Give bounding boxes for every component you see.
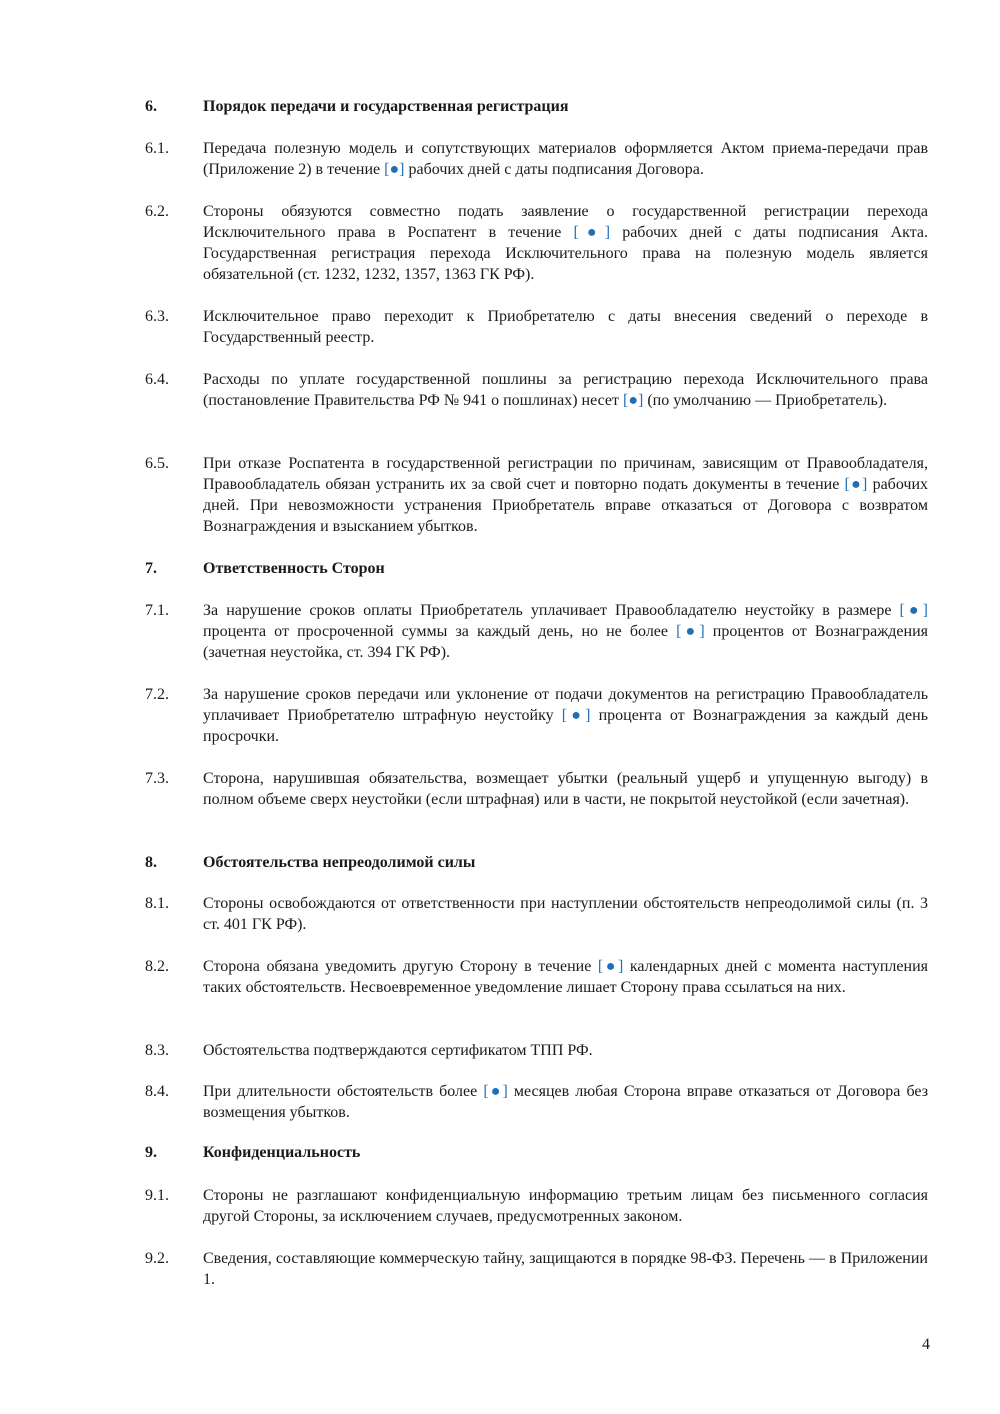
clause [145, 893, 930, 935]
clause [145, 138, 930, 180]
clause-number: 6.4. [145, 371, 169, 388]
placeholder-marker: [●] [899, 602, 928, 619]
placeholder-marker: [●] [844, 476, 868, 493]
clause-text: Передача полезную модель и сопутствующих материалов оформляется Актом приема-передачи прав (Приложение 2) в течение [●] рабочих дней с даты подписания Договора. [203, 140, 928, 178]
clause [145, 306, 930, 348]
clause-text: Стороны обязуются совместно подать заявление о государственной регистрации перехода Исключительного права в Роспатент в течение [●] рабочих дней с даты подписания Акта. Государственная регистрация перехода Исключительного права на полезную модель является обязательной (ст. 1232, 1232, 1357, 1363 ГК РФ). [203, 203, 928, 283]
clause-text: При отказе Роспатента в государственной регистрации по причинам, зависящим от Правообладателя, Правообладатель обязан устранить их за свой счет и повторно подать документы в течение [●] рабочих дней. При невозможности устранения Приобретатель вправе отказаться от Договора с возвратом Вознаграждения и взысканием убытков. [203, 455, 929, 535]
clause [145, 600, 930, 663]
clause-text: Обстоятельства подтверждаются сертификатом ТПП РФ. [203, 1042, 593, 1059]
clause [145, 369, 930, 411]
placeholder-marker: [●] [561, 707, 591, 724]
clause-number: 7.1. [145, 602, 169, 619]
clause [145, 201, 930, 285]
clause-text: При длительности обстоятельств более [●] месяцев любая Сторона вправе отказаться от Договора без возмещения убытков. [203, 1083, 929, 1121]
clause [145, 1248, 930, 1290]
clause-number: 7.2. [145, 686, 169, 703]
clause-number: 8.1. [145, 895, 169, 912]
clause-number: 8.4. [145, 1083, 169, 1100]
clause-number: 9.2. [145, 1250, 169, 1267]
clause-number: 6.2. [145, 203, 169, 220]
section-title: Конфиденциальность [203, 1144, 361, 1161]
clause-number: 7.3. [145, 770, 169, 787]
clause-text: Стороны освобождаются от ответственности при наступлении обстоятельств непреодолимой силы (п. 3 ст. 401 ГК РФ). [203, 895, 928, 933]
clause-text: Исключительное право переходит к Приобретателю с даты внесения сведений о переходе в Государственный реестр. [203, 308, 928, 346]
section-number: 9. [145, 1144, 157, 1161]
placeholder-marker: [●] [384, 161, 405, 178]
clause-number: 6.5. [145, 455, 169, 472]
clause [145, 1040, 930, 1061]
placeholder-marker: [●] [676, 623, 705, 640]
clause-number: 8.2. [145, 958, 169, 975]
placeholder-marker: [●] [573, 224, 611, 241]
clause-number: 9.1. [145, 1187, 169, 1204]
section-title: Ответственность Сторон [203, 560, 385, 577]
clause-text: Сторона, нарушившая обязательства, возмещает убытки (реальный ущерб и упущенную выгоду) в полном объеме сверх неустойки (если штрафная) или в части, не покрытой неустойкой (если зачетная). [203, 770, 928, 808]
placeholder-marker: [●] [483, 1083, 508, 1100]
clause-number: 6.1. [145, 140, 169, 157]
page-number: 4 [922, 1336, 930, 1353]
section-title: Порядок передачи и государственная регистрация [203, 98, 569, 115]
section-number: 7. [145, 560, 157, 577]
clause [145, 956, 930, 998]
placeholder-marker: [●] [623, 392, 644, 409]
clause-text: За нарушение сроков передачи или уклонение от подачи документов на регистрацию Правообладатель уплачивает Приобретателю штрафную неустойку [●] процента от Вознаграждения за каждый день просрочки. [203, 686, 928, 745]
clause-text: Стороны не разглашают конфиденциальную информацию третьим лицам без письменного согласия другой Стороны, за исключением случаев, предусмотренных законом. [203, 1187, 928, 1225]
section-title: Обстоятельства непреодолимой силы [203, 854, 476, 871]
placeholder-marker: [●] [597, 958, 624, 975]
clause-text: За нарушение сроков оплаты Приобретатель уплачивает Правообладателю неустойку в размере [●] процента от просроченной суммы за каждый день, но не более [●] процентов от Вознаграждения (зачетная неустойка, ст. 394 ГК РФ). [203, 602, 929, 661]
clause [145, 684, 930, 747]
clause [145, 1185, 930, 1227]
clause [145, 1081, 930, 1123]
section-number: 6. [145, 98, 157, 115]
clause [145, 768, 930, 810]
clause-number: 6.3. [145, 308, 169, 325]
clause-text: Расходы по уплате государственной пошлины за регистрацию перехода Исключительного права (постановление Правительства РФ № 941 о пошлинах) несет [●] (по умолчанию — Приобретатель). [203, 371, 928, 409]
section-number: 8. [145, 854, 157, 871]
clause-text: Сведения, составляющие коммерческую тайну, защищаются в порядке 98-ФЗ. Перечень — в Приложении 1. [203, 1250, 928, 1288]
clause-text: Сторона обязана уведомить другую Сторону в течение [●] календарных дней с момента наступления таких обстоятельств. Несвоевременное уведомление лишает Сторону права ссылаться на них. [203, 958, 928, 996]
clause [145, 453, 930, 537]
clause-number: 8.3. [145, 1042, 169, 1059]
